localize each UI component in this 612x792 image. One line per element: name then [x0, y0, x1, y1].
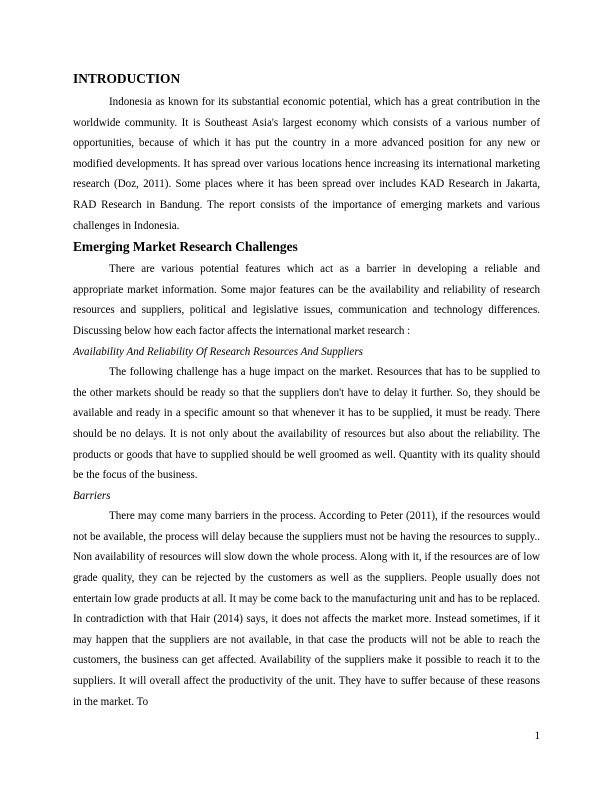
introduction-paragraph: Indonesia as known for its substantial economic potential, which has a great contribution in the worldwide community. It is Southeast Asia's largest economy which consists of a various number of opportunities, because of which it has put the country in a more advanced position for any new or modified developments. It has spread over various locations hence increasing its international marketing research (Doz, 2011). Some places where it has been spread over includes KAD Research in Jakarta, RAD Research in Bandung. The report consists of the importance of emerging markets and various challenges in Indonesia. [73, 96, 540, 232]
availability-subheading: Availability And Reliability Of Research Resources And Suppliers [73, 345, 363, 358]
introduction-heading: INTRODUCTION [73, 71, 181, 86]
page-number: 1 [534, 730, 540, 742]
barriers-paragraph: There may come many barriers in the process. According to Peter (2011), if the resources would not be available, the process will delay because the suppliers must not be having the resources to supply.. Non availability of resources will slow down the whole process. Along with it, if the resources are of low grade quality, they can be rejected by the customers as well as the suppliers. People usually does not entertain low grade products at all. It may be come back to the manufacturing unit and has to be replaced. In contradiction with that Hair (2014) says, it does not affects the market more. Instead sometimes, if it may happen that the suppliers are not available, in that case the products will not be able to reach the customers, the business can get affected. Availability of the suppliers make it possible to reach it to the suppliers. It will overall affect the productivity of the unit. They have to suffer because of these reasons in the market. To [73, 510, 540, 708]
document-page [73, 70, 540, 712]
barriers-subheading: Barriers [73, 489, 111, 502]
challenges-paragraph: There are various potential features which act as a barrier in developing a reliable and appropriate market information. Some major features can be the availability and reliability of research resources and suppliers, political and legislative issues, communication and technology differences. Discussing below how each factor affects the international market research : [73, 263, 540, 337]
challenges-heading: Emerging Market Research Challenges [73, 239, 298, 255]
availability-paragraph: The following challenge has a huge impact on the market. Resources that has to be supplied to the other markets should be ready so that the suppliers don't have to delay it further. So, they should be available and ready in a specific amount so that whenever it has to be supplied, it must be ready. There should be no delays. It is not only about the availability of resources but also about the reliability. The products or goods that have to supplied should be well groomed as well. Quantity with its quality should be the focus of the business. [73, 366, 540, 482]
